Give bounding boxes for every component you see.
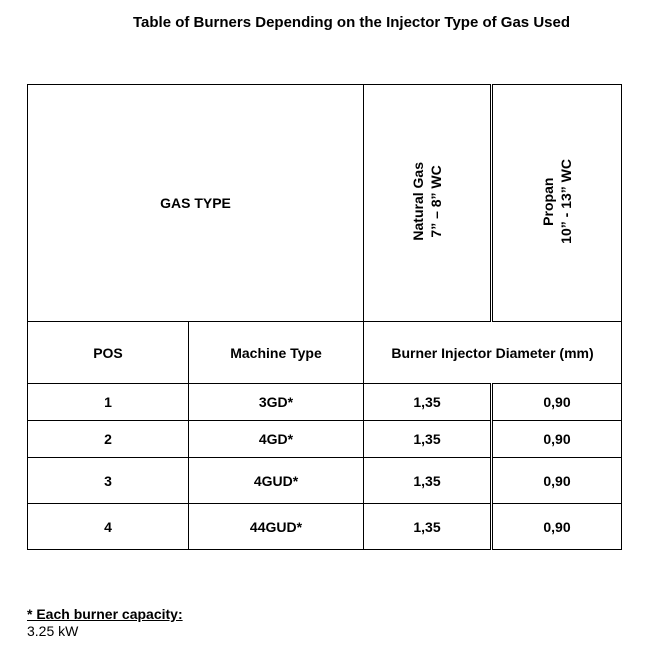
natural-gas-pressure: 7” – 8” WC bbox=[428, 165, 444, 238]
machine-cell: 4GUD* bbox=[189, 458, 364, 504]
gas-type-label: GAS TYPE bbox=[28, 85, 364, 322]
pos-cell: 3 bbox=[28, 458, 189, 504]
footnote-title: * Each burner capacity: bbox=[27, 606, 183, 622]
machine-cell: 44GUD* bbox=[189, 504, 364, 550]
machine-cell: 4GD* bbox=[189, 421, 364, 458]
propan-cell: 0,90 bbox=[492, 504, 622, 550]
column-header-row bbox=[28, 322, 622, 384]
page-title: Table of Burners Depending on the Injector Type of Gas Used bbox=[133, 14, 570, 31]
propan-cell: 0,90 bbox=[492, 384, 622, 421]
propan-header bbox=[492, 85, 622, 322]
footnote-value: 3.25 kW bbox=[27, 623, 79, 639]
propan-cell: 0,90 bbox=[492, 421, 622, 458]
natural-gas-header bbox=[364, 85, 492, 322]
table-row bbox=[28, 421, 622, 458]
table-row bbox=[28, 384, 622, 421]
pos-header: POS bbox=[28, 322, 189, 384]
natural-gas-cell: 1,35 bbox=[364, 421, 492, 458]
natural-gas-cell: 1,35 bbox=[364, 384, 492, 421]
natural-gas-cell: 1,35 bbox=[364, 458, 492, 504]
propan-pressure: 10” - 13” WC bbox=[558, 159, 574, 244]
pos-cell: 4 bbox=[28, 504, 189, 550]
machine-cell: 3GD* bbox=[189, 384, 364, 421]
table-row bbox=[28, 458, 622, 504]
pos-cell: 2 bbox=[28, 421, 189, 458]
propan-cell: 0,90 bbox=[492, 458, 622, 504]
diameter-header: Burner Injector Diameter (mm) bbox=[364, 322, 622, 384]
table-row bbox=[28, 504, 622, 550]
propan-vertical-label bbox=[539, 159, 575, 244]
natural-gas-cell: 1,35 bbox=[364, 504, 492, 550]
footnote bbox=[27, 606, 183, 640]
natural-gas-vertical-label bbox=[409, 162, 445, 241]
burner-table bbox=[27, 84, 622, 550]
natural-gas-name: Natural Gas bbox=[410, 162, 426, 241]
machine-type-header: Machine Type bbox=[189, 322, 364, 384]
pos-cell: 1 bbox=[28, 384, 189, 421]
propan-name: Propan bbox=[540, 177, 556, 226]
gas-type-header-row bbox=[28, 85, 622, 322]
